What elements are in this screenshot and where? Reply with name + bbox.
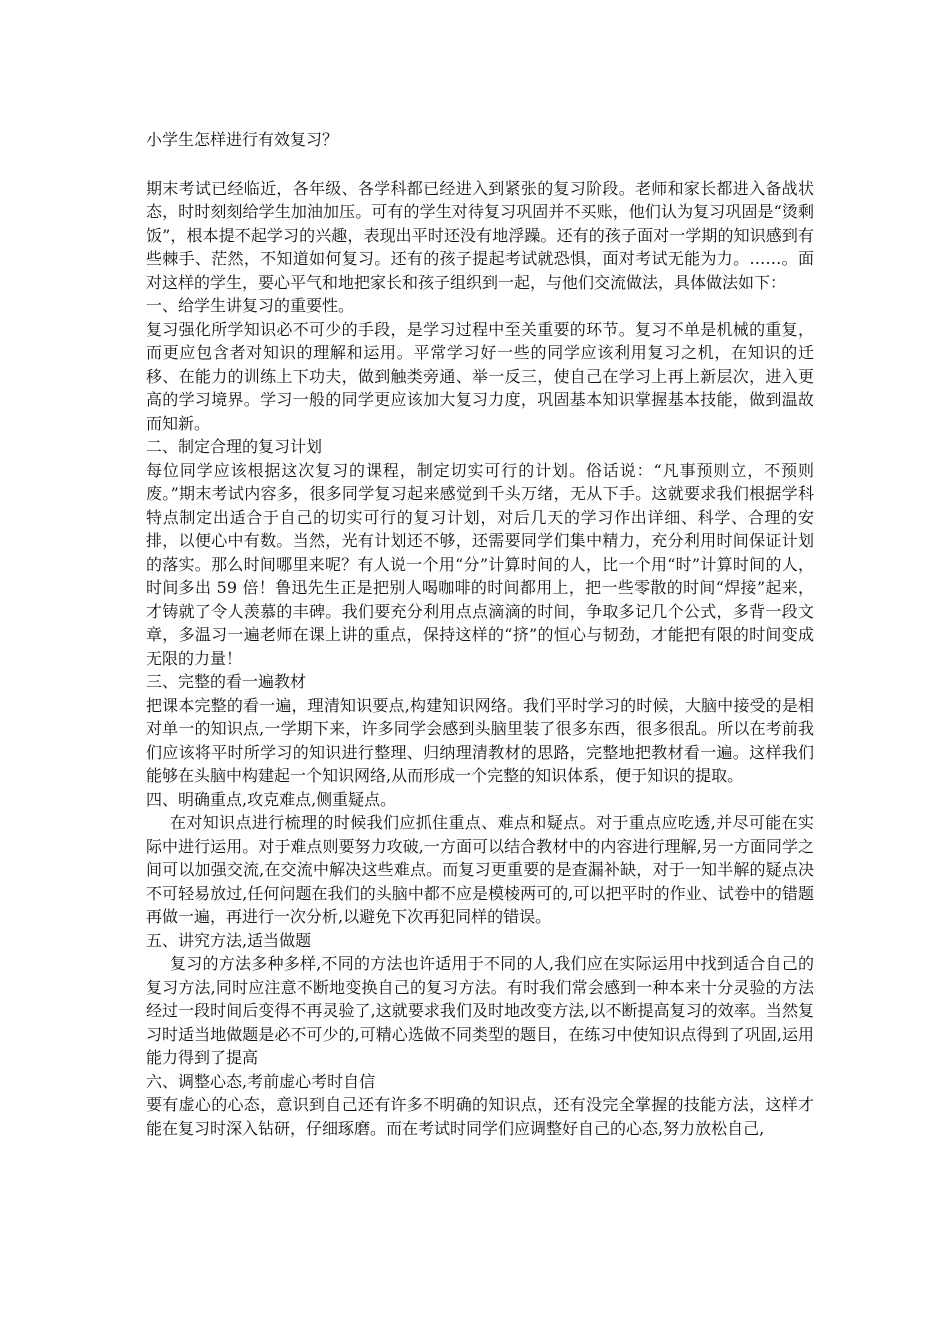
section-heading-5: 五、讲究方法,适当做题 (146, 930, 312, 950)
section-3-paragraph: 把课本完整的看一遍，理清知识要点,构建知识网络。我们平时学习的时候，大脑中接受的是相对单一的知识点,一学期下来，许多同学会感到头脑里装了很多东西，很多很乱。所以在考前我们应该将平时所学习的知识进行整理、归纳理清教材的思路，完整地把教材看一遍。这样我们能够在头脑中构建起一个知识网络,从而形成一个完整的知识体系，便于知识的提取。 (146, 695, 814, 785)
section-2-paragraph: 每位同学应该根据这次复习的课程，制定切实可行的计划。俗话说：“凡事预则立，不预则废。”期末考试内容多，很多同学复习起来感觉到千头万绪，无从下手。这就要求我们根据学科特点制定出适合于自己的切实可行的复习计划，对后几天的学习作出详细、科学、合理的安排，以便心中有数。当然，光有计划还不够，还需要同学们集中精力，充分利用时间保证计划的落实。那么时间哪里来呢？有人说一个用“分”计算时间的人，比一个用“时”计算时间的人，时间多出 59 倍！鲁迅先生正是把别人喝咖啡的时间都用上，把一些零散的时间“焊接”起来，才铸就了令人羡慕的丰碑。我们要充分利用点点滴滴的时间，争取多记几个公式，多背一段文章，多温习一遍老师在课上讲的重点，保持这样的“挤”的恒心与韧劲，才能把有限的时间变成无限的力量！ (146, 460, 814, 668)
section-1-paragraph: 复习强化所学知识必不可少的手段，是学习过程中至关重要的环节。复习不单是机械的重复，而更应包含者对知识的理解和运用。平常学习好一些的同学应该利用复习之机，在知识的迁移、在能力的训练上下功夫，做到触类旁通、举一反三，使自己在学习上再上新层次，进入更高的学习境界。学习一般的同学更应该加大复习力度，巩固基本知识掌握基本技能，做到温故而知新。 (146, 319, 814, 433)
section-heading-6: 六、调整心态,考前虚心考时自信 (146, 1071, 376, 1091)
document-title: 小学生怎样进行有效复习？ (146, 130, 339, 149)
intro-paragraph: 期末考试已经临近，各年级、各学科都已经进入到紧张的复习阶段。老师和家长都进入备战状态，时时刻刻给学生加油加压。可有的学生对待复习巩固并不买账，他们认为复习巩固是“烫剩饭”，根本提不起学习的兴趣，表现出平时还没有地浮躁。还有的孩子面对一学期的知识感到有些棘手、茫然，不知道如何复习。还有的孩子提起考试就恐惧，面对考试无能为力。……。面对这样的学生，要心平气和地把家长和孩子组织到一起，与他们交流做法，具体做法如下： (146, 178, 814, 292)
section-4-paragraph: 在对知识点进行梳理的时候我们应抓住重点、难点和疑点。对于重点应吃透,并尽可能在实际中进行运用。对于难点则要努力攻破,一方面可以结合教材中的内容进行理解,另一方面同学之间可以加强交流,在交流中解决这些难点。而复习更重要的是查漏补缺，对于一知半解的疑点决不可轻易放过,任何问题在我们的头脑中都不应是模棱两可的,可以把平时的作业、试卷中的错题再做一遍，再进行一次分析,以避免下次再犯同样的错误。 (146, 813, 814, 926)
section-heading-1: 一、给学生讲复习的重要性。 (146, 296, 355, 315)
section-heading-4: 四、明确重点,攻克难点,侧重疑点。 (146, 789, 397, 809)
section-heading-2: 二、制定合理的复习计划 (146, 437, 323, 456)
section-6-paragraph: 要有虚心的心态，意识到自己还有许多不明确的知识点，还有没完全掌握的技能方法，这样才能在复习时深入钻研，仔细琢磨。而在考试时同学们应调整好自己的心态,努力放松自己, (146, 1095, 814, 1138)
section-5-paragraph: 复习的方法多种多样,不同的方法也许适用于不同的人,我们应在实际运用中找到适合自己的复习方法,同时应注意不断地变换自己的复习方法。有时我们常会感到一种本来十分灵验的方法经过一段时间后变得不再灵验了,这就要求我们及时地改变方法,以不断提高复习的效率。当然复习时适当地做题是必不可少的,可精心选做不同类型的题目，在练习中使知识点得到了巩固,运用能力得到了提高 (146, 954, 814, 1067)
section-heading-3: 三、完整的看一遍教材 (146, 672, 307, 691)
document-page (146, 128, 814, 1140)
